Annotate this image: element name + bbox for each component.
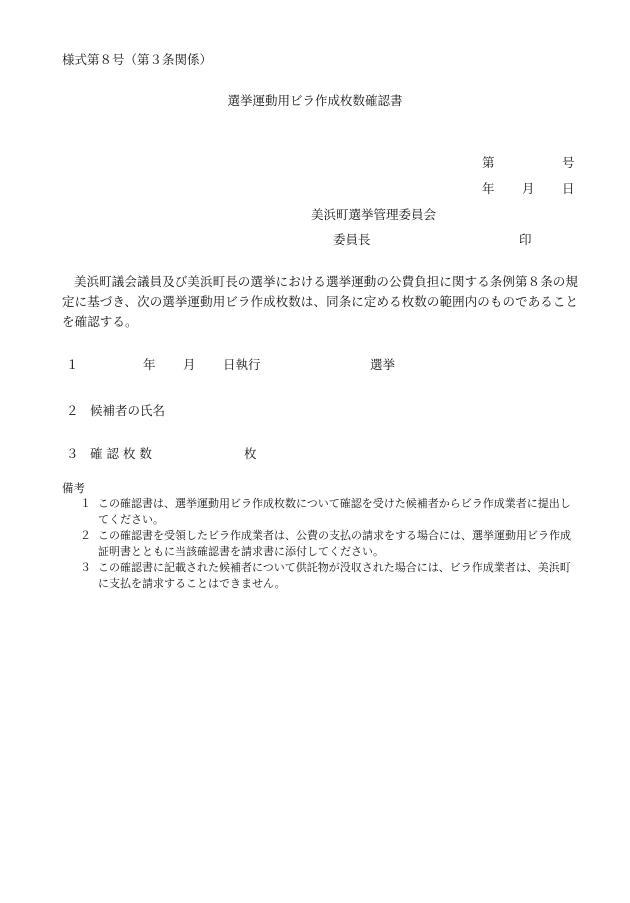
note-text: この確認書を受領したビラ作成業者は、公費の支払の請求をする場合には、選挙運動用ビラ作成証明書とともに当該確認書を請求書に添付してください。 [98,529,571,558]
note-text: この確認書は、選挙運動用ビラ作成枚数について確認を受けた候補者からビラ作成業者に提出してください。 [98,497,571,526]
item1-year: 年 [143,357,156,372]
item3-number: ３ [66,446,79,461]
form-number: 様式第８号（第３条関係） [62,52,213,67]
item3-unit: 枚 [244,446,257,461]
item2-number: ２ [66,403,79,418]
item1-number: １ [66,357,79,372]
number-suffix: 号 [562,155,575,170]
notes-heading: 備考 [62,481,85,495]
note-item [80,528,580,560]
item1-election: 選挙 [370,357,396,372]
note-number: ３ [80,561,91,574]
note-number: ２ [80,529,91,542]
chair-title: 委員長 [333,232,371,247]
date-year: 年 [482,181,495,196]
item1-day-exec: 日執行 [223,357,261,372]
date-day: 日 [562,181,575,196]
item1-month: 月 [183,357,196,372]
seal-mark: 印 [519,232,532,247]
note-item [80,560,580,592]
committee-name: 美浜町選挙管理委員会 [311,207,437,222]
note-text: この確認書に記載された候補者について供託物が没収された場合には、ビラ作成業者は、美浜町に支払を請求することはできません。 [98,561,571,590]
item2-label: 候補者の氏名 [90,403,166,418]
document-title: 選挙運動用ビラ作成枚数確認書 [227,93,403,108]
body-paragraph: 美浜町議会議員及び美浜町長の選挙における選挙運動の公費負担に関する条例第８条の規定に基づき、次の選挙運動用ビラ作成枚数は、同条に定める枚数の範囲内のものであることを確認する。 [62,274,579,329]
note-item [80,496,580,528]
note-number: １ [80,497,91,510]
date-month: 月 [522,181,535,196]
number-prefix: 第 [482,155,495,170]
item3-label: 確 認 枚 数 [90,446,152,461]
